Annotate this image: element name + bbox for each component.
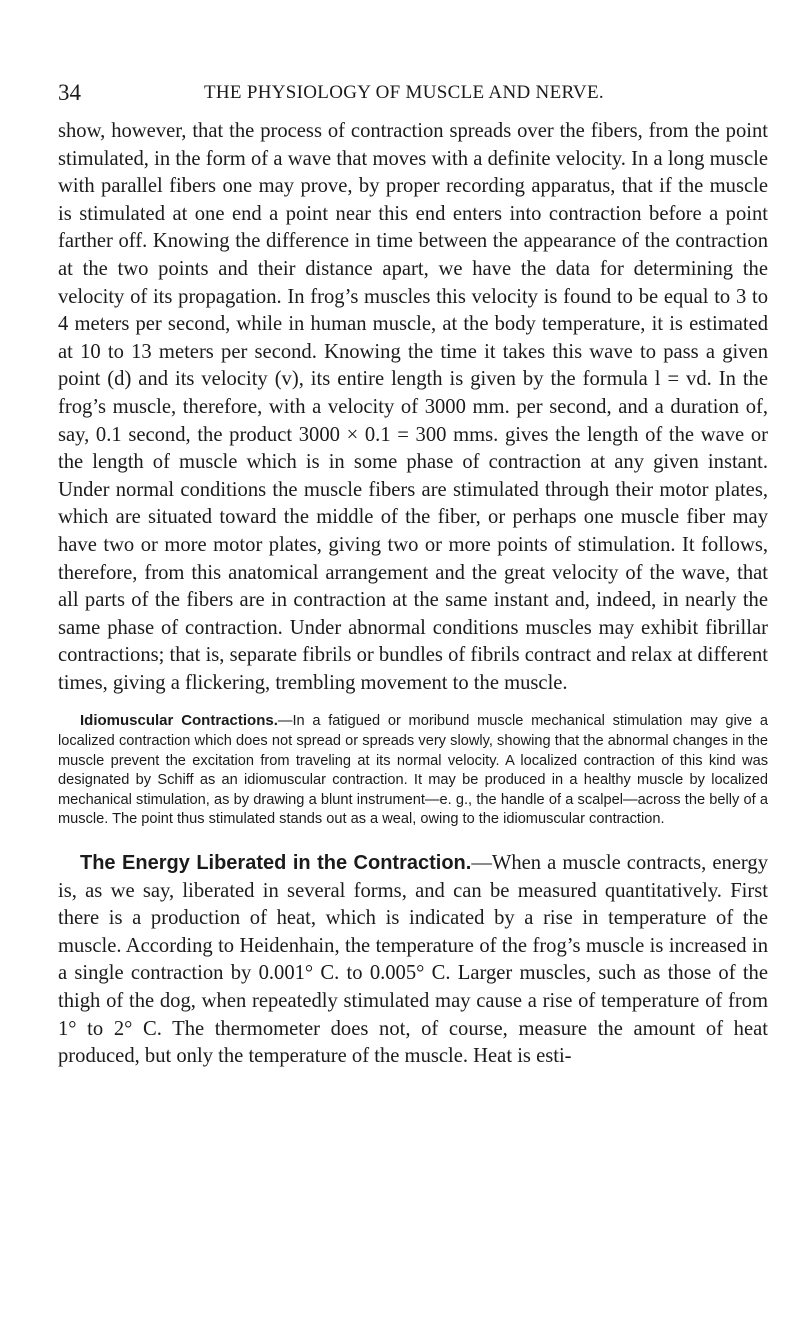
page-number: 34 [58,80,81,105]
idiomuscular-text: —In a fatigued or moribund muscle mechanical stimulation may give a localized contraction which does not spread or spreads very slowly, showing that the abnormal changes in the muscle prevent the excitation from traveling at its normal velocity. A localized contraction of this kind was designated by Schiff as an idiomuscular contraction. It may be produced in a healthy muscle by localized mechanical stimulation, as by drawing a blunt instrument—e. g., the handle of a scalpel—across the belly of a muscle. The point thus stimulated stands out as a weal, owing to the idiomuscular contraction. [58,713,768,828]
energy-text: —When a muscle contracts, energy is, as we say, liberated in several forms, and can be measured quantitatively. First there is a production of heat, which is indicated by a rise in temperature of the muscle. According to Heidenhain, the temperature of the frog’s muscle is increased in a single contraction by 0.001° C. to 0.005° C. Larger muscles, such as those of the thigh of the dog, when repeatedly stimulated may cause a rise of temperature of from 1° to 2° C. The thermometer does not, of course, measure the amount of heat produced, but only the temperature of the muscle. Heat is esti- [58,852,768,1068]
idiomuscular-paragraph [58,711,768,830]
running-title: THE PHYSIOLOGY OF MUSCLE AND NERVE. [204,82,604,103]
idiomuscular-heading: Idiomuscular Contractions. [80,712,278,730]
energy-paragraph [58,850,768,1071]
book-page [58,76,768,1071]
body-paragraph-continued: show, however, that the process of contraction spreads over the fibers, from the point stimulated, in the form of a wave that moves with a definite velocity. In a long muscle with parallel fibers one may prove, by proper recording apparatus, that if the muscle is stimulated at one end a point near this end enters into contraction before a point farther off. Knowing the difference in time between the appearance of the contraction at the two points and their distance apart, we have the data for determining the velocity of its propagation. In frog’s muscles this velocity is found to be equal to 3 to 4 meters per second, while in human muscle, at the body temperature, it is estimated at 10 to 13 meters per second. Knowing the time it takes this wave to pass a given point (d) and its velocity (v), its entire length is given by the formula l = vd. In the frog’s muscle, therefore, with a velocity of 3000 mm. per second, and a duration of, say, 0.1 second, the product 3000 × 0.1 = 300 mms. gives the length of the wave or the length of muscle which is in some phase of contraction at any given instant. Under normal conditions the muscle fibers are stimulated through their motor plates, which are situated toward the middle of the fiber, or perhaps one muscle fiber may have two or more motor plates, giving two or more points of stimulation. It follows, therefore, from this anatomical arrangement and the great velocity of the wave, that all parts of the fibers are in contraction at the same instant and, indeed, in nearly the same phase of contraction. Under abnormal conditions muscles may exhibit fibrillar contractions; that is, separate fibrils or bundles of fibrils contract and relax at different times, giving a flickering, trembling movement to the muscle. [58,120,768,694]
energy-heading: The Energy Liberated in the Contraction. [80,852,472,875]
running-header [58,76,768,116]
